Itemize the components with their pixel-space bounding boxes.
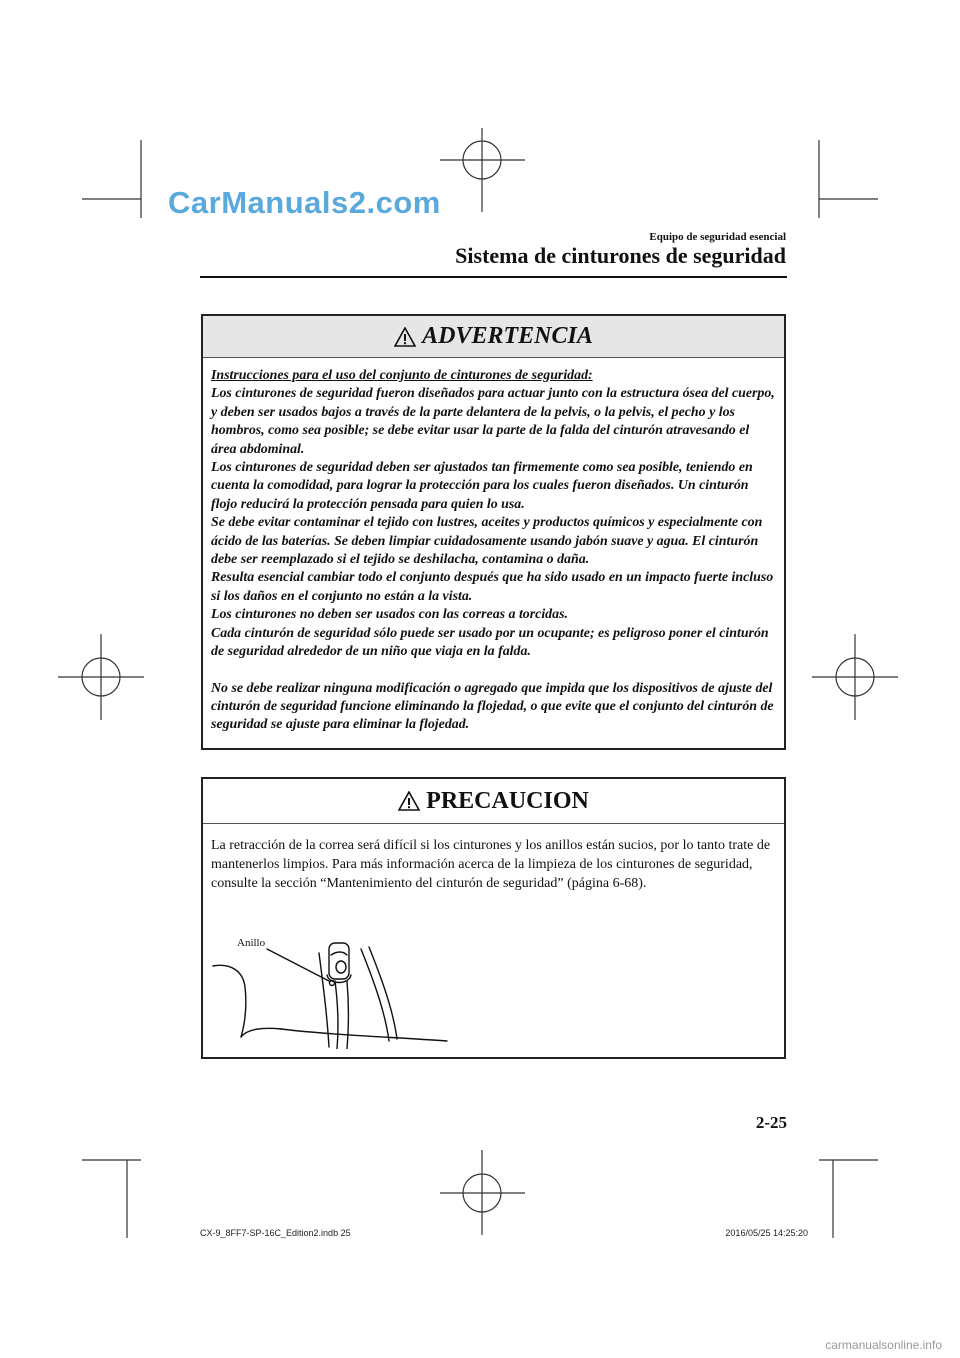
footer-file-info: CX-9_8FF7-SP-16C_Edition2.indb 25 xyxy=(200,1228,351,1238)
header-rule xyxy=(200,276,787,278)
warning-triangle-icon xyxy=(398,791,420,811)
warning-triangle-icon xyxy=(394,327,416,347)
seatbelt-ring-illustration xyxy=(211,929,461,1049)
section-title: Sistema de cinturones de seguridad xyxy=(455,243,786,268)
warning-final-paragraph: No se debe realizar ninguna modificación o agregado que impida que los dispositivos de ajuste del cinturón de seguridad funcione eliminando la flojedad, o que evite que el conjunto del cinturón de seguridad se ajuste para eliminar la flojedad. xyxy=(211,680,774,733)
watermark-logo: CarManuals2.com xyxy=(168,185,441,220)
warning-paragraph: Resulta esencial cambiar todo el conjunto después que ha sido usado en un impacto fuerte incluso si los daños en el conjunto no están a la vista. xyxy=(211,570,774,604)
figure-label-ring: Anillo xyxy=(237,937,266,949)
caution-title: PRECAUCION xyxy=(426,787,589,814)
warning-paragraph: Se debe evitar contaminar el tejido con lustres, aceites y productos químicos y especialmente con ácido de las baterías. Se deben limpiar cuidadosamente usando jabón suave y agua. El cinturón debe ser reemplazado si el tejido se deshilacha, contamina o daña. xyxy=(211,515,763,568)
warning-body xyxy=(203,358,784,735)
warning-subtitle: Instrucciones para el uso del conjunto de cinturones de seguridad: xyxy=(211,368,593,383)
chapter-label: Equipo de seguridad esencial xyxy=(649,231,786,243)
caution-header xyxy=(203,779,784,824)
warning-title: ADVERTENCIA xyxy=(422,323,593,349)
seatbelt-ring-drawing xyxy=(211,929,461,1049)
caution-box xyxy=(201,777,786,1059)
warning-paragraph: Los cinturones de seguridad deben ser ajustados tan firmemente como sea posible, teniendo en cuenta la comodidad, para lograr la protección para los cuales fueron diseñados. Un cinturón flojo reducirá la protección pensada para quien lo usa. xyxy=(211,460,753,512)
footer-site-watermark: carmanualsonline.info xyxy=(825,1338,942,1352)
warning-paragraph: Cada cinturón de seguridad sólo puede ser usado por un ocupante; es peligroso poner el cinturón de seguridad alrededor de un niño que viaja en la falda. xyxy=(211,625,769,660)
page-number: 2-25 xyxy=(755,1113,787,1132)
warning-paragraph: Los cinturones no deben ser usados con las correas a torcidas. xyxy=(211,607,568,623)
warning-header xyxy=(203,316,784,358)
caution-text: La retracción de la correa será difícil si los cinturones y los anillos están sucios, por lo tanto trate de mantenerlos limpios. Para más información acerca de la limpieza de los cinturones de seguridad, consulte la sección “Mantenimiento del cinturón de seguridad” (página 6-68). xyxy=(211,838,771,891)
warning-paragraph: Los cinturones de seguridad fueron diseñados para actuar junto con la estructura ósea del cuerpo, y deben ser usados bajos a través de la parte delantera de la pelvis, o la pelvis, el pecho y los hombros, como sea posible; se debe evitar usar la parte de la falda del cinturón atravesando el área abdominal. xyxy=(211,386,775,457)
caution-body xyxy=(203,824,784,893)
warning-box xyxy=(201,314,786,750)
footer-timestamp: 2016/05/25 14:25:20 xyxy=(725,1228,808,1238)
